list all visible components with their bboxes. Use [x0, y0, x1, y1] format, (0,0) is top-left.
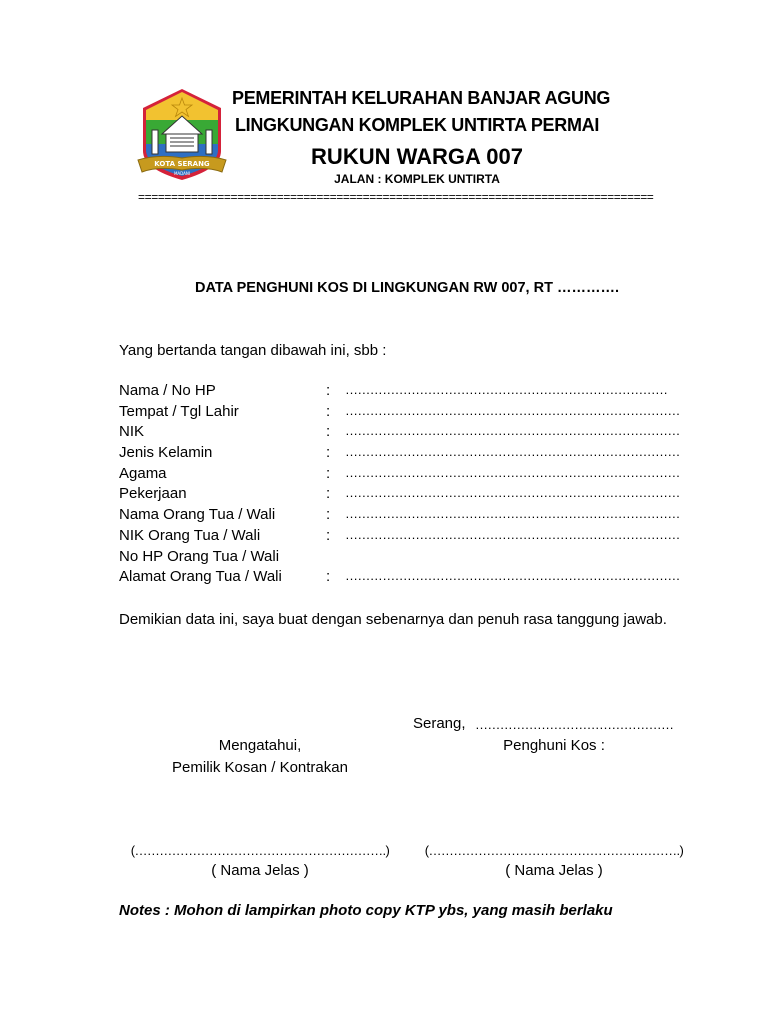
header-divider: ==============================================================================	[138, 190, 654, 204]
left-signer-role: Pemilik Kosan / Kontrakan	[172, 759, 348, 776]
header-neighborhood-line: LINGKUNGAN KOMPLEK UNTIRTA PERMAI	[234, 115, 600, 135]
field-row	[119, 527, 694, 548]
header-rw-title: RUKUN WARGA 007	[311, 144, 523, 169]
field-blank[interactable]: ………………………………………………………………………	[345, 526, 680, 542]
header-address: JALAN : KOMPLEK UNTIRTA	[334, 172, 500, 186]
field-colon: :	[326, 402, 331, 420]
notes-text: Notes : Mohon di lampirkan photo copy KTP ybs, yang masih berlaku	[119, 902, 613, 919]
field-blank[interactable]: ………………………………………………………………………	[345, 402, 680, 418]
field-colon: :	[326, 444, 331, 462]
place-label: Serang,	[413, 715, 466, 732]
field-colon: :	[326, 485, 331, 503]
field-row	[119, 423, 694, 444]
field-label: No HP Orang Tua / Wali	[119, 547, 280, 565]
form-fields	[119, 382, 694, 589]
right-name-label: ( Nama Jelas )	[505, 862, 603, 879]
intro-text: Yang bertanda tangan dibawah ini, sbb :	[119, 342, 387, 359]
kota-serang-emblem	[134, 86, 230, 186]
field-label: Nama Orang Tua / Wali	[119, 506, 276, 524]
field-row	[119, 382, 694, 403]
field-colon: :	[326, 382, 331, 399]
field-blank[interactable]: ………………………………………………………………………	[345, 444, 680, 460]
field-colon: :	[326, 526, 331, 544]
field-blank[interactable]: ……………………………………………………………………	[345, 382, 668, 397]
field-blank[interactable]: ………………………………………………………………………	[345, 506, 680, 522]
logo-sub-text: MADANI	[173, 171, 191, 176]
field-label: Pekerjaan	[119, 485, 187, 503]
field-label: NIK Orang Tua / Wali	[119, 526, 261, 544]
field-row	[119, 444, 694, 465]
field-row	[119, 506, 694, 527]
field-label: Agama	[119, 464, 167, 482]
field-colon: :	[326, 464, 331, 482]
field-label: NIK	[119, 423, 145, 441]
date-blank[interactable]: …………………………………………	[475, 717, 674, 732]
field-label: Alamat Orang Tua / Wali	[119, 568, 282, 586]
field-blank[interactable]: ………………………………………………………………………	[345, 568, 680, 584]
left-name-label: ( Nama Jelas )	[211, 862, 309, 879]
field-row	[119, 548, 694, 569]
field-blank[interactable]: ………………………………………………………………………	[345, 464, 680, 480]
right-signature-line[interactable]: (…………………………………………………….)	[424, 843, 684, 858]
left-signer-acknowledge: Mengatahui,	[218, 737, 302, 754]
field-row	[119, 568, 694, 589]
field-label: Nama / No HP	[119, 382, 216, 399]
field-row	[119, 403, 694, 424]
header-government-line: PEMERINTAH KELURAHAN BANJAR AGUNG	[232, 88, 611, 108]
left-signature-line[interactable]: (…………………………………………………….)	[130, 843, 390, 858]
closing-statement: Demikian data ini, saya buat dengan sebenarnya dan penuh rasa tanggung jawab.	[119, 611, 667, 628]
field-colon: :	[326, 506, 331, 524]
field-label: Jenis Kelamin	[119, 444, 213, 462]
field-blank[interactable]: ………………………………………………………………………	[345, 423, 680, 439]
field-row	[119, 485, 694, 506]
document-title: DATA PENGHUNI KOS DI LINGKUNGAN RW 007, RT ………….	[194, 280, 619, 296]
field-row	[119, 465, 694, 486]
field-colon: :	[326, 568, 331, 586]
field-blank[interactable]: ………………………………………………………………………	[345, 485, 680, 501]
right-signer-role: Penghuni Kos :	[503, 737, 605, 754]
logo-banner-text: KOTA SERANG	[154, 160, 210, 168]
field-label: Tempat / Tgl Lahir	[119, 402, 239, 420]
field-colon: :	[326, 423, 331, 441]
